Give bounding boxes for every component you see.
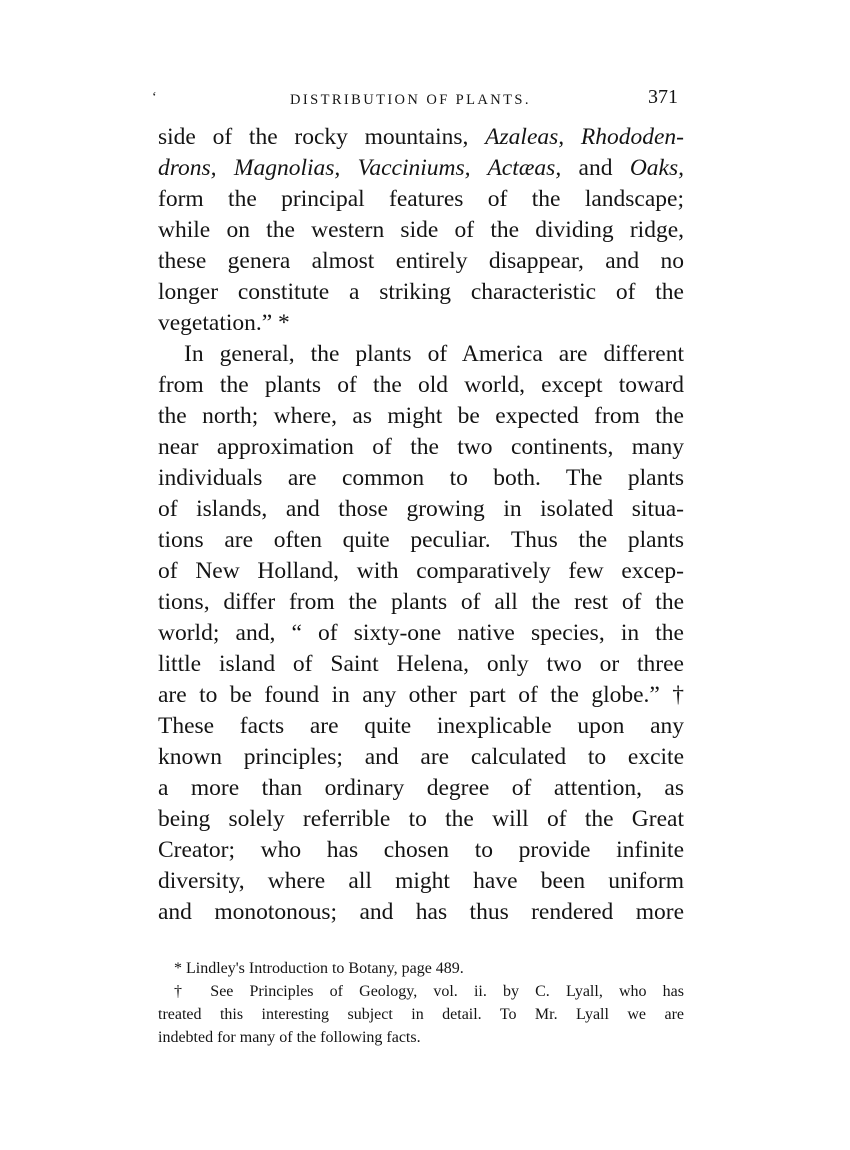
footnote-line: † See Principles of Geology, vol. ii. by C. Lyall, who has xyxy=(174,983,684,1000)
text-line: of islands, and those growing in isolated situa- xyxy=(158,496,684,522)
text-line: known principles; and are calculated to excite xyxy=(158,744,684,770)
footnote-line: indebted for many of the following facts. xyxy=(158,1029,421,1046)
text-line: from the plants of the old world, except toward xyxy=(158,372,684,398)
text-line: of New Holland, with comparatively few excep- xyxy=(158,558,684,584)
text-line: These facts are quite inexplicable upon any xyxy=(158,713,684,739)
book-page xyxy=(152,82,685,1049)
text-line: being solely referrible to the will of the Great xyxy=(158,806,684,832)
footnotes xyxy=(158,957,684,1049)
text-line: world; and, “ of sixty-one native species, in the xyxy=(158,620,684,646)
running-head xyxy=(152,82,684,122)
text-line: Creator; who has chosen to provide infinite xyxy=(158,837,684,863)
text-line: form the principal features of the landscape; xyxy=(158,186,684,212)
footnote-line: * Lindley's Introduction to Botany, page 489. xyxy=(174,960,464,977)
running-title: DISTRIBUTION OF PLANTS. xyxy=(290,92,531,108)
text-line: tions are often quite peculiar. Thus the plants xyxy=(158,527,684,553)
text-line: near approximation of the two continents, many xyxy=(158,434,684,460)
page-number: 371 xyxy=(648,86,678,108)
text-line: a more than ordinary degree of attention, as xyxy=(158,775,684,801)
text-line: vegetation.” * xyxy=(158,310,290,336)
text-line: longer constitute a striking characteristic of the xyxy=(158,279,684,305)
text-line: the north; where, as might be expected from the xyxy=(158,403,684,429)
text-line: little island of Saint Helena, only two or three xyxy=(158,651,684,677)
footnote-line: treated this interesting subject in detail. To Mr. Lyall we are xyxy=(158,1006,684,1023)
text-line: and monotonous; and has thus rendered more xyxy=(158,899,684,925)
text-line: are to be found in any other part of the globe.” † xyxy=(158,682,684,708)
text-line: individuals are common to both. The plants xyxy=(158,465,684,491)
stray-mark: ‘ xyxy=(152,90,157,105)
text-line: while on the western side of the dividing ridge, xyxy=(158,217,684,243)
text-line: diversity, where all might have been uniform xyxy=(158,868,684,894)
text-line: side of the rocky mountains, Azaleas, Rhododen- xyxy=(158,124,685,150)
text-line: drons, Magnolias, Vacciniums, Actæas, and Oaks, xyxy=(158,155,684,181)
text-line: In general, the plants of America are different xyxy=(184,341,684,367)
text-line: tions, differ from the plants of all the rest of the xyxy=(158,589,684,615)
body-text xyxy=(158,122,684,928)
text-line: these genera almost entirely disappear, and no xyxy=(158,248,684,274)
